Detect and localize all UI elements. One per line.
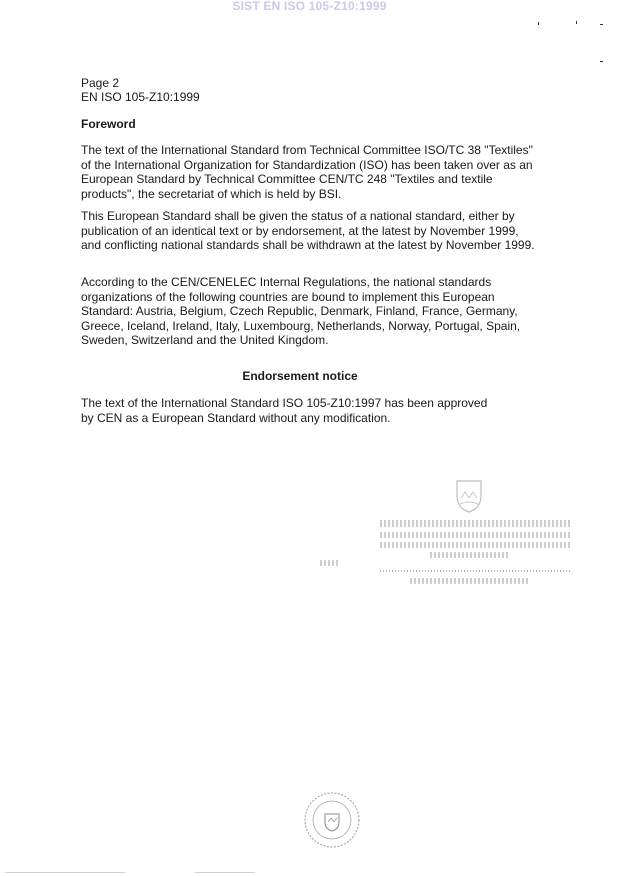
foreword-paragraph-2: This European Standard shall be given the status of a national standard, either by publication of an identical text or by endorsement, at the latest by November 1999, and conflicting national standards shall be withdrawn at the latest by November 1999. <box>81 209 535 252</box>
document-id: EN ISO 105-Z10:1999 <box>81 90 200 104</box>
scan-speck <box>600 24 603 25</box>
footer-rule <box>195 872 255 873</box>
footer-rule <box>5 872 125 873</box>
round-seal-icon <box>300 790 364 850</box>
scan-speck <box>538 22 539 25</box>
coat-of-arms-icon <box>454 478 484 514</box>
page-number: Page 2 <box>81 76 120 90</box>
endorsement-text: The text of the International Standard ISO 105-Z10:1997 has been approved by CEN as a European Standard without any modification. <box>81 396 488 425</box>
endorsement-heading: Endorsement notice <box>242 369 358 383</box>
foreword-heading: Foreword <box>81 117 136 131</box>
scan-speck <box>576 21 577 24</box>
watermark: SIST EN ISO 105-Z10:1999 <box>232 0 387 13</box>
foreword-paragraph-1: The text of the International Standard from Technical Committee ISO/TC 38 "Textiles" of the International Organization for Standardization (ISO) has been taken over as an European Standard by Technical Committee CEN/TC 248 "Textiles and textile products", the secretariat of which is held by BSI. <box>81 143 533 201</box>
official-stamp <box>370 478 570 598</box>
foreword-paragraph-3: According to the CEN/CENELEC Internal Regulations, the national standards organizations of the following countries are bound to implement this European Standard: Austria, Belgium, Czech Republic, Denmark, Finland, France, Germany, Greece, Iceland, Ireland, Italy, Luxembourg, Netherlands, Norway, Portugal, Spain, Sweden, Switzerland and the United Kingdom. <box>81 275 521 347</box>
scan-speck <box>600 61 603 62</box>
